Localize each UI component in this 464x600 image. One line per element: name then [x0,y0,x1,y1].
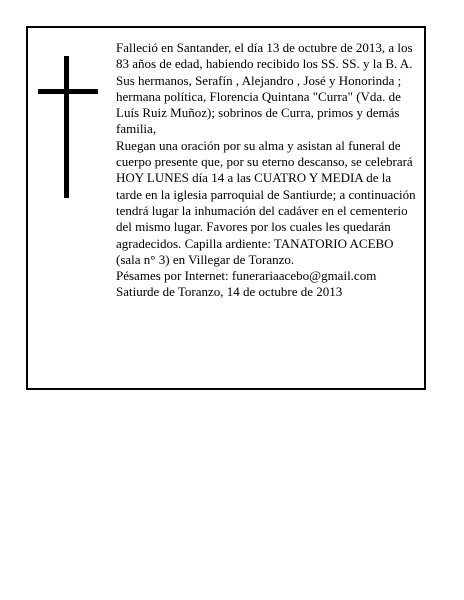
latin-cross-icon [38,56,98,198]
condolences-email: Pésames por Internet: funerariaacebo@gmail.com [116,268,377,284]
funeral-details: Ruegan una oración por su alma y asistan al funeral de cuerpo presente que, por su eterno descanso, se celebrará HOY LUNES día 14 a las CUATRO Y MEDIA de la tarde en la iglesia parroquial de Santiurde; a continuación tendrá lugar la inhumación del cadáver en el cementerio del mismo lugar. Favores por los cuales les quedarán agradecidos. Capilla ardiente: TANATORIO ACEBO (sala n° 3) en Villegar de Toranzo. [116,137,416,267]
place-date-line: Satiurde de Toranzo, 14 de octubre de 2013 [116,284,343,300]
obituary-notice [26,26,426,390]
notice-body [116,40,416,301]
family-list: Sus hermanos, Serafín , Alejandro , José y Honorinda ; hermana política, Florencia Quintana "Curra" (Vda. de Luís Ruiz Muñoz); sobrinos de Curra, primos y demás familia, [116,72,402,137]
cross-vertical-bar [64,56,69,198]
death-announcement: Falleció en Santander, el día 13 de octubre de 2013, a los 83 años de edad, habiendo recibido los SS. SS. y la B. A. [116,40,413,72]
cross-horizontal-bar [38,89,98,94]
